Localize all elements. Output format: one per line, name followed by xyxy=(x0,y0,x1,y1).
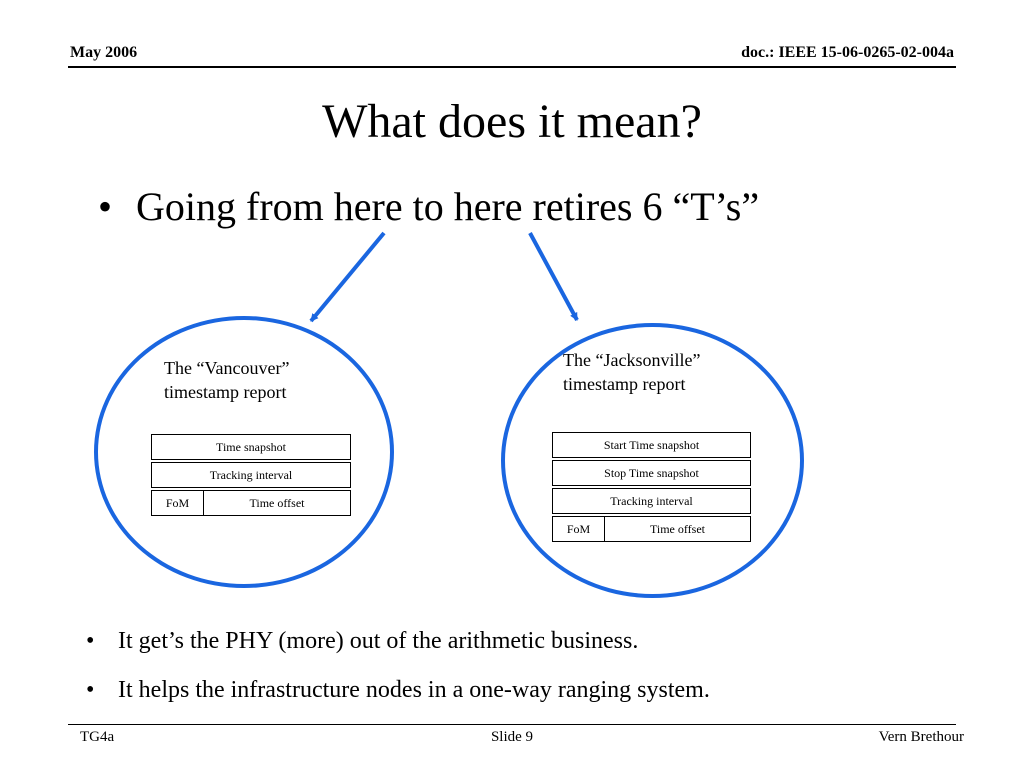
footer-author: Vern Brethour xyxy=(878,729,964,745)
bottom-bullet-2-text: It helps the infrastructure nodes in a one-way ranging system. xyxy=(118,677,710,703)
table-row: Tracking interval xyxy=(553,489,751,514)
table-row: Stop Time snapshot xyxy=(553,461,751,486)
arrow-to-vancouver xyxy=(311,233,384,321)
fom-cell: FoM xyxy=(152,491,204,516)
vancouver-report-table xyxy=(151,434,351,516)
time-offset-cell: Time offset xyxy=(204,491,351,516)
arrow-to-jacksonville xyxy=(530,233,577,320)
jacksonville-caption-line2: timestamp report xyxy=(563,374,686,394)
fom-cell: FoM xyxy=(553,517,605,542)
jacksonville-report-table xyxy=(552,432,751,542)
bottom-bullet-2 xyxy=(86,675,710,705)
slide-title: What does it mean? xyxy=(322,95,702,148)
table-row: Time snapshot xyxy=(152,435,351,460)
bottom-bullet-1-text: It get’s the PHY (more) out of the arithmetic business. xyxy=(118,628,639,654)
time-offset-cell: Time offset xyxy=(605,517,751,542)
footer-divider xyxy=(68,724,956,725)
header-date: May 2006 xyxy=(70,44,138,61)
footer-slide-number: Slide 9 xyxy=(490,729,534,745)
table-row: Start Time snapshot xyxy=(553,433,751,458)
bullet-marker: • xyxy=(86,677,95,703)
bullet-marker: • xyxy=(86,628,95,654)
bottom-bullet-1 xyxy=(86,626,638,656)
table-row: Tracking interval xyxy=(152,463,351,488)
footer-group: TG4a xyxy=(80,729,115,745)
jacksonville-caption-line1: The “Jacksonville” xyxy=(563,350,701,370)
vancouver-caption-line2: timestamp report xyxy=(164,382,287,402)
vancouver-caption-line1: The “Vancouver” xyxy=(164,358,290,378)
jacksonville-caption xyxy=(563,348,700,396)
vancouver-caption xyxy=(164,356,289,404)
bullet-marker: • xyxy=(98,184,113,229)
main-bullet-text: Going from here to here retires 6 “T’s” xyxy=(136,184,760,229)
header-doc-id: doc.: IEEE 15-06-0265-02-004a xyxy=(741,44,954,61)
